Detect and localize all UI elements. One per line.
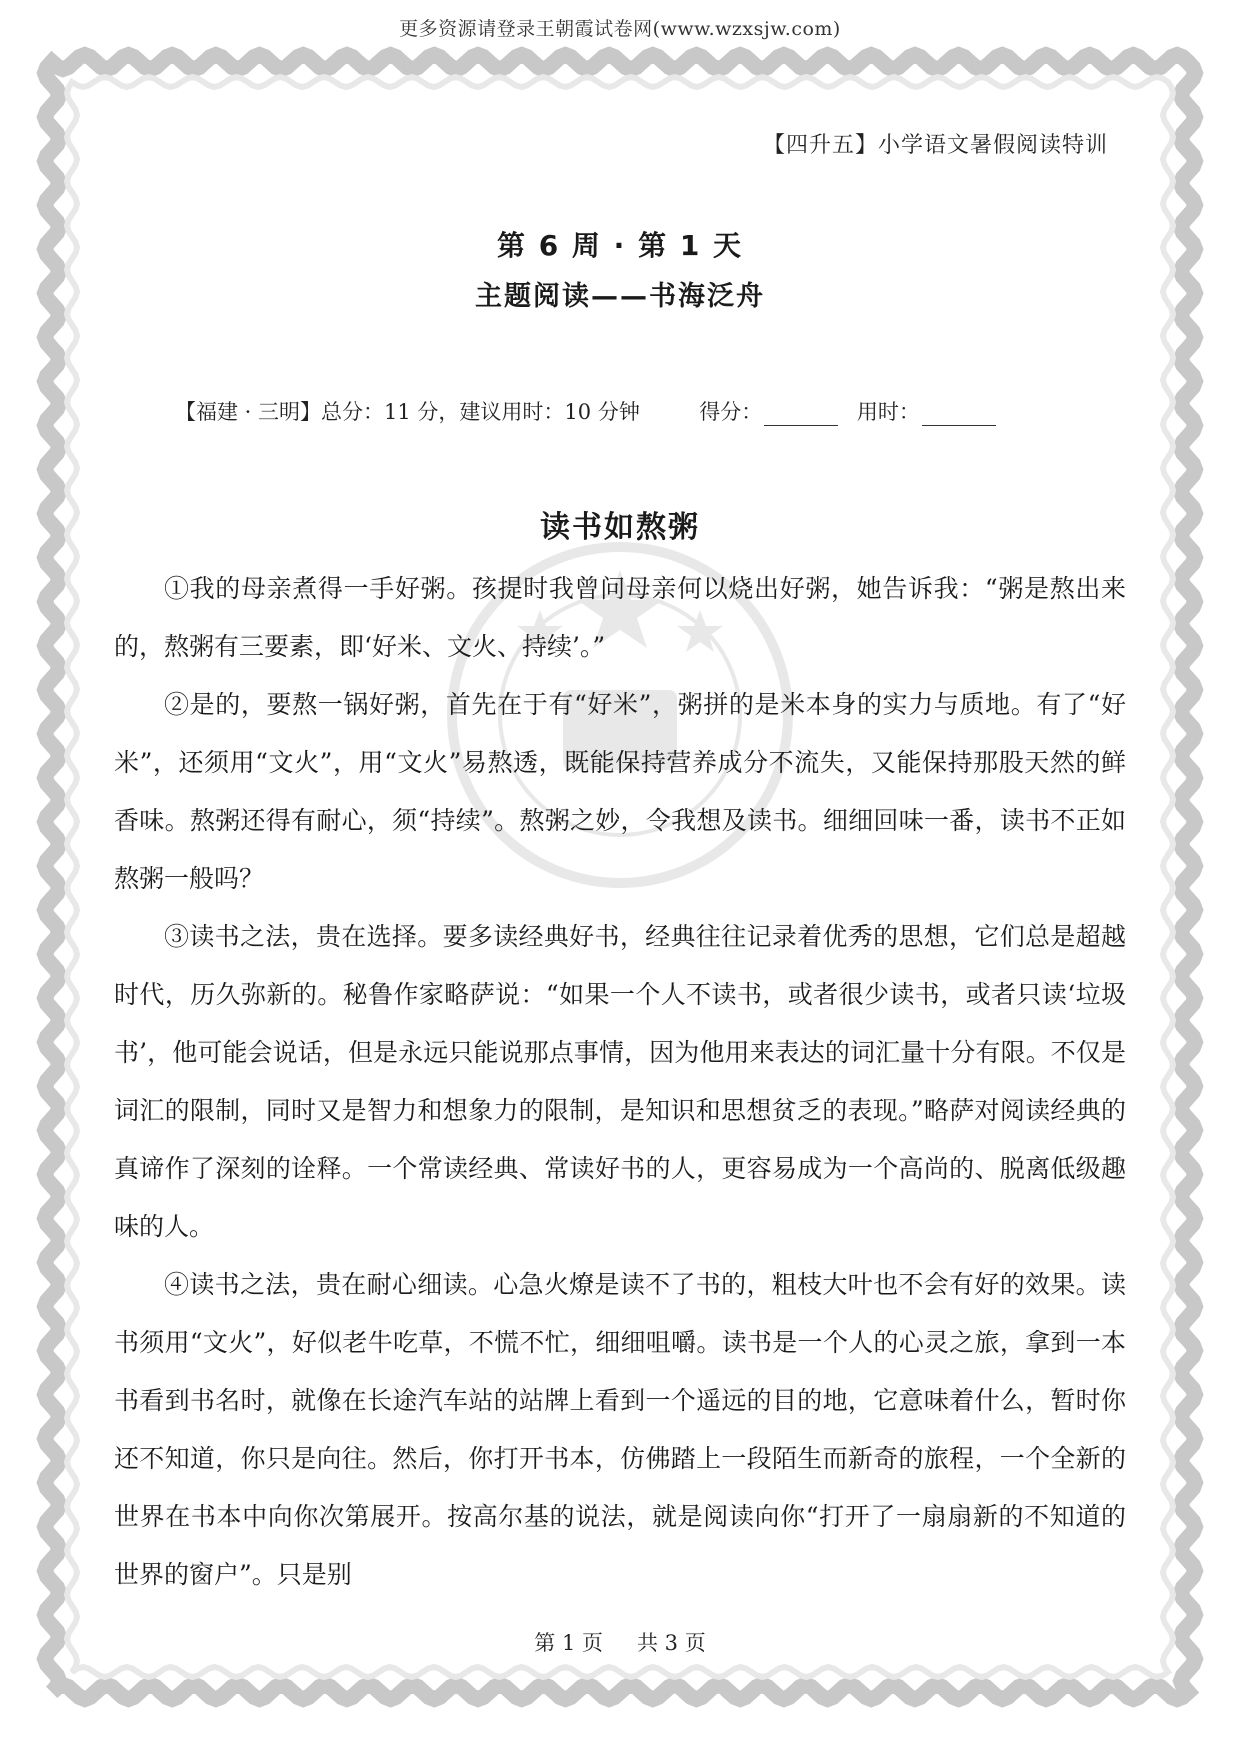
paragraph-4: ④读书之法，贵在耐心细读。心急火燎是读不了书的，粗枝大叶也不会有好的效果。读书须用“文火”，好似老牛吃草，不慌不忙，细细咀嚼。读书是一个人的心灵之旅，拿到一本书看到书名时，就像在长途汽车站的站牌上看到一个遥远的目的地，它意味着什么，暂时你还不知道，你只是向往。然后，你打开书本，仿佛踏上一段陌生而新奇的旅程，一个全新的世界在书本中向你次第展开。按高尔基的说法，就是阅读向你“打开了一扇扇新的不知道的世界的窗户”。只是别: [114, 1270, 1126, 1589]
exam-meta: [175, 396, 1075, 426]
paragraph-1: ①我的母亲煮得一手好粥。孩提时我曾问母亲何以烧出好粥，她告诉我：“粥是熬出来的，熬粥有三要素，即‘好米、文火、持续’。”: [114, 574, 1126, 661]
source-region: 【福建 · 三明】: [175, 400, 322, 424]
page-total: 共 3 页: [637, 1631, 706, 1655]
theme-title: 主题阅读——书海泛舟: [475, 281, 765, 312]
page-footer: [0, 1627, 1240, 1657]
site-notice: 更多资源请登录王朝霞试卷网(www.wzxsjw.com): [399, 18, 841, 40]
week-day-title: 第 6 周 · 第 1 天: [496, 229, 744, 262]
article-body: [114, 560, 1126, 1604]
paragraph-3: ③读书之法，贵在选择。要多读经典好书，经典往往记录着优秀的思想，它们总是超越时代，历久弥新的。秘鲁作家略萨说：“如果一个人不读书，或者很少读书，或者只读‘垃圾书’，他可能会说话，但是永远只能说那点事情，因为他用来表达的词汇量十分有限。不仅是词汇的限制，同时又是智力和想象力的限制，是知识和思想贫乏的表现。”略萨对阅读经典的真谛作了深刻的诠释。一个常读经典、常读好书的人，更容易成为一个高尚的、脱离低级趣味的人。: [114, 922, 1126, 1241]
time-label: 用时：: [856, 400, 920, 424]
time-blank[interactable]: [922, 405, 996, 426]
paragraph-2: ②是的，要熬一锅好粥，首先在于有“好米”，粥拼的是米本身的实力与质地。有了“好米”，还须用“文火”，用“文火”易熬透，既能保持营养成分不流失，又能保持那股天然的鲜香味。熬粥还得有耐心，须“持续”。熬粥之妙，令我想及读书。细细回味一番，读书不正如熬粥一般吗？: [114, 690, 1126, 893]
score-info: 总分：11 分，建议用时：10 分钟: [321, 400, 640, 424]
score-label: 得分：: [699, 400, 763, 424]
course-tag: 【四升五】小学语文暑假阅读特训: [762, 133, 1108, 158]
page-number: 第 1 页: [534, 1631, 603, 1655]
article-title: 读书如熬粥: [540, 510, 700, 545]
score-blank[interactable]: [764, 405, 838, 426]
